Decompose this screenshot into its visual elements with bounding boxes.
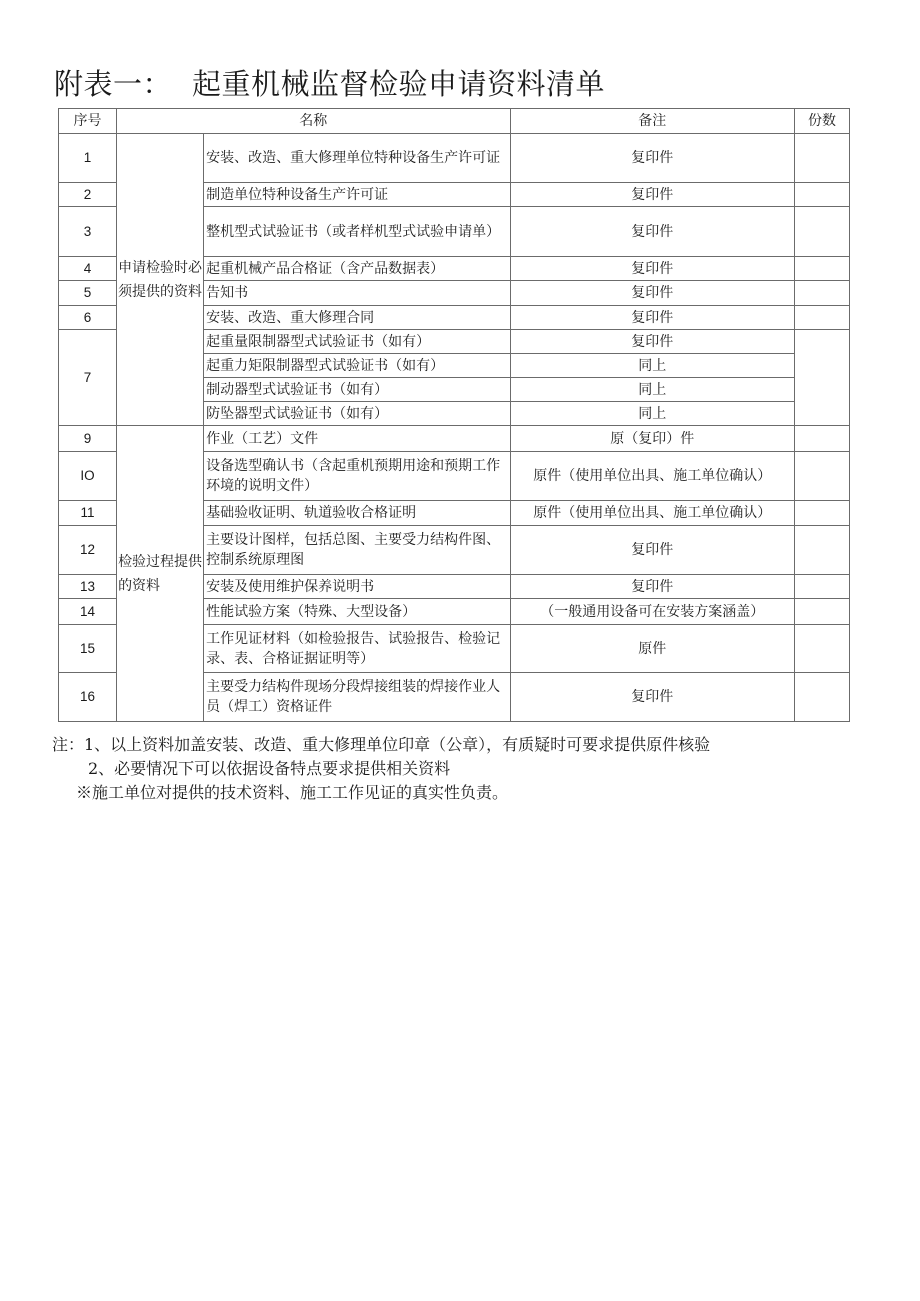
row-no: 11 bbox=[59, 501, 117, 526]
row-copies bbox=[794, 207, 849, 257]
header-remark: 备注 bbox=[510, 109, 794, 134]
row-name: 起重机械产品合格证（含产品数据表） bbox=[204, 257, 510, 281]
row-remark: 复印件 bbox=[510, 207, 794, 257]
row-remark: 原件（使用单位出具、施工单位确认） bbox=[510, 501, 794, 526]
row-no: 1 bbox=[59, 134, 117, 183]
row-copies bbox=[794, 526, 849, 575]
row-name: 告知书 bbox=[204, 281, 510, 306]
row-copies bbox=[794, 330, 849, 426]
materials-table bbox=[58, 108, 850, 722]
row-remark: 原件（使用单位出具、施工单位确认） bbox=[510, 452, 794, 501]
row-name: 主要设计图样，包括总图、主要受力结构件图、控制系统原理图 bbox=[204, 526, 510, 575]
row-name: 起重力矩限制器型式试验证书（如有） bbox=[204, 354, 510, 378]
row-name: 基础验收证明、轨道验收合格证明 bbox=[204, 501, 510, 526]
row-no: 2 bbox=[59, 183, 117, 207]
note-1: 注：1、以上资料加盖安装、改造、重大修理单位印章（公章），有质疑时可要求提供原件核验 bbox=[52, 735, 711, 754]
row-remark: 复印件 bbox=[510, 575, 794, 599]
row-copies bbox=[794, 673, 849, 722]
row-remark: 复印件 bbox=[510, 257, 794, 281]
note-2: 2、必要情况下可以依据设备特点要求提供相关资料 bbox=[88, 759, 451, 778]
row-remark: 复印件 bbox=[510, 183, 794, 207]
row-name: 安装、改造、重大修理单位特种设备生产许可证 bbox=[204, 134, 510, 183]
row-name: 防坠器型式试验证书（如有） bbox=[204, 402, 510, 426]
note-3: ※施工单位对提供的技术资料、施工工作见证的真实性负责。 bbox=[76, 783, 509, 802]
row-remark: （一般通用设备可在安装方案涵盖） bbox=[510, 599, 794, 625]
row-no: 6 bbox=[59, 306, 117, 330]
row-remark: 原（复印）件 bbox=[510, 426, 794, 452]
row-name: 安装及使用维护保养说明书 bbox=[204, 575, 510, 599]
row-no: 12 bbox=[59, 526, 117, 575]
row-remark: 同上 bbox=[510, 378, 794, 402]
row-copies bbox=[794, 501, 849, 526]
row-remark: 复印件 bbox=[510, 306, 794, 330]
table-row bbox=[59, 134, 850, 183]
category-apply: 申请检验时必须提供的资料 bbox=[117, 134, 204, 426]
title-main: 起重机械监督检验申请资料清单 bbox=[192, 67, 606, 101]
row-name: 工作见证材料（如检验报告、试验报告、检验记录、表、合格证据证明等） bbox=[204, 625, 510, 673]
row-copies bbox=[794, 599, 849, 625]
row-name: 主要受力结构件现场分段焊接组装的焊接作业人员（焊工）资格证件 bbox=[204, 673, 510, 722]
row-copies bbox=[794, 257, 849, 281]
row-remark: 复印件 bbox=[510, 134, 794, 183]
row-no: 7 bbox=[59, 330, 117, 426]
row-remark: 同上 bbox=[510, 402, 794, 426]
row-copies bbox=[794, 452, 849, 501]
row-no: 3 bbox=[59, 207, 117, 257]
title-prefix: 附表一： bbox=[54, 67, 173, 101]
row-no: 16 bbox=[59, 673, 117, 722]
row-copies bbox=[794, 306, 849, 330]
row-remark: 复印件 bbox=[510, 281, 794, 306]
row-remark: 同上 bbox=[510, 354, 794, 378]
row-no: 4 bbox=[59, 257, 117, 281]
row-copies bbox=[794, 575, 849, 599]
row-no: IO bbox=[59, 452, 117, 501]
category-process: 检验过程提供的资料 bbox=[117, 426, 204, 722]
row-remark: 复印件 bbox=[510, 526, 794, 575]
row-no: 9 bbox=[59, 426, 117, 452]
row-name: 起重量限制器型式试验证书（如有） bbox=[204, 330, 510, 354]
row-no: 15 bbox=[59, 625, 117, 673]
row-name: 制造单位特种设备生产许可证 bbox=[204, 183, 510, 207]
page-title bbox=[54, 64, 605, 104]
notes bbox=[52, 733, 710, 805]
row-no: 13 bbox=[59, 575, 117, 599]
row-remark: 复印件 bbox=[510, 673, 794, 722]
table-header-row bbox=[59, 109, 850, 134]
row-no: 5 bbox=[59, 281, 117, 306]
header-name: 名称 bbox=[117, 109, 510, 134]
row-copies bbox=[794, 426, 849, 452]
row-copies bbox=[794, 183, 849, 207]
row-remark: 复印件 bbox=[510, 330, 794, 354]
row-name: 设备选型确认书（含起重机预期用途和预期工作环境的说明文件） bbox=[204, 452, 510, 501]
row-name: 安装、改造、重大修理合同 bbox=[204, 306, 510, 330]
row-name: 整机型式试验证书（或者样机型式试验申请单） bbox=[204, 207, 510, 257]
row-name: 制动器型式试验证书（如有） bbox=[204, 378, 510, 402]
row-copies bbox=[794, 134, 849, 183]
header-copies: 份数 bbox=[794, 109, 849, 134]
table-row bbox=[59, 426, 850, 452]
row-copies bbox=[794, 281, 849, 306]
row-name: 作业（工艺）文件 bbox=[204, 426, 510, 452]
row-remark: 原件 bbox=[510, 625, 794, 673]
header-no: 序号 bbox=[59, 109, 117, 134]
row-no: 14 bbox=[59, 599, 117, 625]
row-copies bbox=[794, 625, 849, 673]
row-name: 性能试验方案（特殊、大型设备） bbox=[204, 599, 510, 625]
